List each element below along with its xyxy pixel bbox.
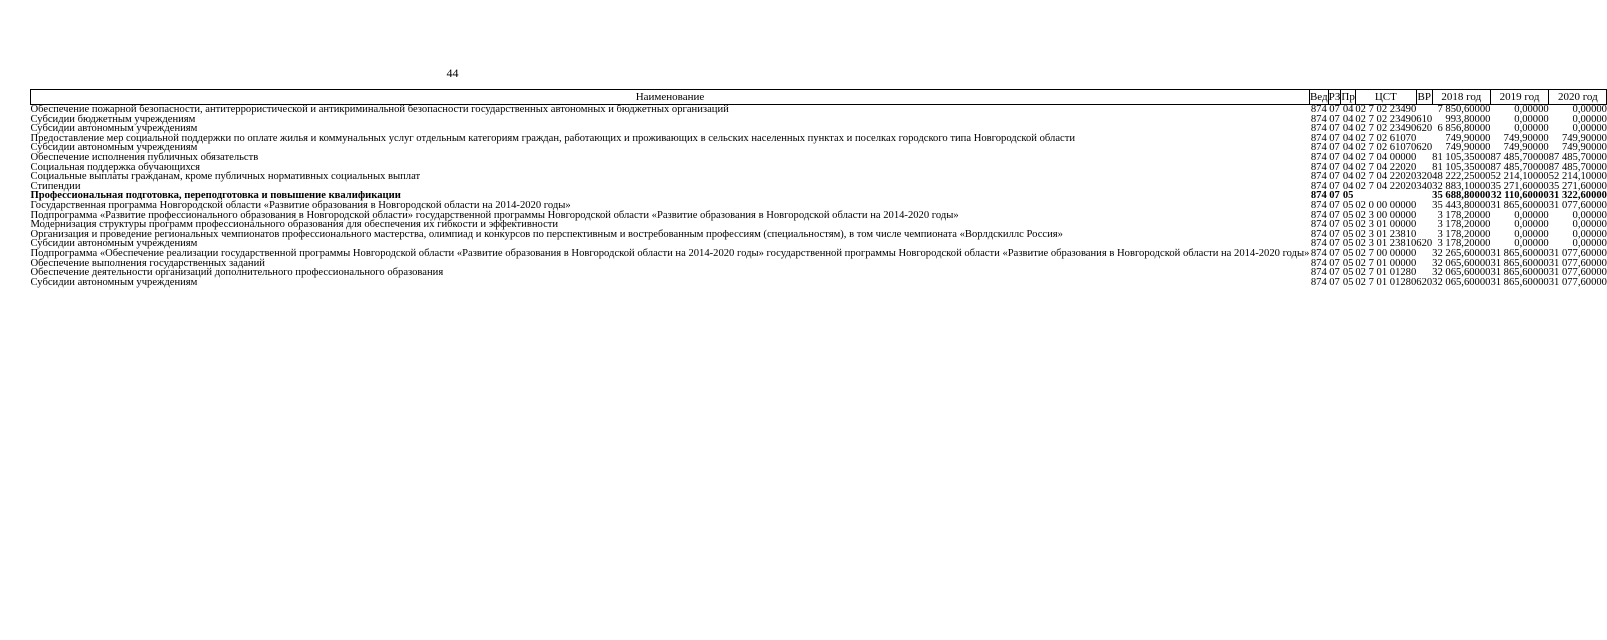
cell-ved: 874 [1310,132,1327,144]
cell-y2020: 0,00000 [1572,113,1607,125]
cell-y2018: 7 850,60000 [1437,104,1491,115]
cell-pr: 04 [1342,180,1354,192]
cell-ved: 874 [1310,104,1327,115]
cell-y2019: 0,00000 [1514,238,1549,250]
cell-y2018: 81 105,35000 [1432,161,1491,173]
cell-y2018: 32 883,10000 [1432,180,1491,192]
cell-y2019: 749,90000 [1503,132,1549,144]
cell-cst: 02 7 04 22020 [1355,161,1417,173]
cell-ved: 874 [1310,142,1327,154]
cell-y2018: 35 443,80000 [1432,199,1491,211]
cell-ved: 874 [1310,228,1327,240]
cell-y2019: 35 271,60000 [1490,180,1549,192]
cell-y2020: 31 077,60000 [1548,276,1607,288]
cell-name: Субсидии автономным учреждениям [30,276,198,288]
cell-vr: 320 [1416,171,1433,183]
cell-name: Организация и проведение региональных чемпионатов профессионального мастерства, олимпиад и конкурсов по перспективным и востребованным профессиям (специальностям), в том числе чемпионата «Ворлдскиллс Россия» [30,228,1063,240]
cell-name: Подпрограмма «Развитие профессионального образования в Новгородской области» государственной программы Новгородской области «Развитие образования в Новгородской области на 2014-2020 годы» [30,209,959,221]
cell-y2018: 32 265,60000 [1432,247,1491,259]
cell-cst: 02 0 00 00000 [1355,199,1417,211]
cell-vr [1416,191,1432,201]
cell-cst: 02 7 02 61070 [1355,132,1417,144]
cell-cst: 02 3 01 23810 [1355,238,1417,250]
cell-name: Обеспечение исполнения публичных обязательств [30,151,259,163]
cell-pr: 05 [1342,209,1354,221]
cell-rz: 07 [1329,199,1340,211]
cell-cst: 02 7 01 01280 [1355,276,1417,288]
cell-y2018: 35 688,80000 [1432,190,1491,202]
cell-ved: 874 [1310,171,1327,183]
cell-name: Обеспечение выполнения государственных заданий [30,257,265,269]
cell-ved: 874 [1310,219,1327,231]
cell-pr: 04 [1342,142,1354,154]
cell-rz: 07 [1329,123,1340,135]
cell-vr [1416,259,1432,269]
header-ved: Вед [1309,91,1328,103]
cell-y2019: 31 865,60000 [1490,267,1549,279]
cell-pr: 05 [1342,228,1354,240]
cell-pr: 04 [1342,123,1354,135]
cell-name: Подпрограмма «Обеспечение реализации государственной программы Новгородской области «Развитие образования в Новгородской области на 2014-2020 годы» государственной программы Новгородской области «Развитие образования в Новгородской области на 2014-2020 годы» [30,247,1310,259]
cell-y2020: 87 485,70000 [1548,151,1607,163]
cell-y2019: 87 485,70000 [1490,161,1549,173]
cell-y2020: 0,00000 [1572,104,1607,115]
cell-y2019: 31 865,60000 [1490,247,1549,259]
cell-pr: 04 [1342,104,1354,115]
cell-y2020: 31 322,60000 [1548,190,1607,202]
cell-y2019: 31 865,60000 [1490,276,1549,288]
cell-y2018: 32 065,60000 [1432,257,1491,269]
cell-y2019: 31 865,60000 [1490,199,1549,211]
cell-pr: 04 [1342,171,1354,183]
cell-ved: 874 [1310,180,1327,192]
header-2020: 2020 год [1549,90,1607,105]
cell-rz: 07 [1329,247,1340,259]
cell-y2018: 749,90000 [1445,142,1491,154]
cell-y2020: 749,90000 [1561,132,1607,144]
cell-ved: 874 [1310,276,1327,288]
cell-y2018: 81 105,35000 [1432,151,1491,163]
cell-name: Обеспечение деятельности организаций дополнительного профессионального образования [30,267,444,279]
cell-y2018: 3 178,20000 [1437,238,1491,250]
cell-ved: 874 [1310,151,1327,163]
header-2019: 2019 год [1490,90,1548,105]
cell-rz: 07 [1329,113,1340,125]
cell-ved: 874 [1310,209,1327,221]
cell-rz: 07 [1329,219,1340,231]
cell-y2019: 0,00000 [1514,209,1549,221]
cell-cst: 02 7 00 00000 [1355,247,1417,259]
cell-name: Субсидии автономным учреждениям [30,142,198,154]
cell-vr: 610 [1416,113,1433,125]
cell-y2018: 3 178,20000 [1437,209,1491,221]
cell-cst: 02 7 02 23490 [1355,104,1417,115]
cell-ved: 874 [1310,238,1327,250]
cell-y2018: 48 222,25000 [1432,171,1491,183]
cell-ved: 874 [1310,190,1327,202]
cell-rz: 07 [1329,276,1340,288]
cell-y2019: 87 485,70000 [1490,151,1549,163]
cell-y2018: 6 856,80000 [1437,123,1491,135]
cell-rz: 07 [1329,238,1340,250]
cell-y2019: 0,00000 [1514,104,1549,115]
cell-y2018: 3 178,20000 [1437,219,1491,231]
cell-vr: 620 [1416,142,1433,154]
cell-pr: 05 [1342,238,1354,250]
cell-cst: 02 7 02 61070 [1355,142,1417,154]
cell-y2019: 749,90000 [1503,142,1549,154]
cell-y2018: 749,90000 [1445,132,1491,144]
cell-y2020: 0,00000 [1572,209,1607,221]
cell-rz: 07 [1329,142,1340,154]
table-row [31,278,1607,288]
cell-pr: 05 [1342,219,1354,231]
cell-pr: 04 [1342,113,1354,125]
cell-y2019: 32 110,60000 [1491,190,1549,202]
cell-vr: 340 [1416,180,1433,192]
cell-rz: 07 [1329,190,1340,202]
cell-y2018: 32 065,60000 [1432,267,1491,279]
cell-y2020: 31 077,60000 [1548,257,1607,269]
cell-pr: 04 [1342,161,1354,173]
cell-pr: 05 [1342,190,1354,202]
cell-cst: 02 7 01 01280 [1355,267,1417,279]
cell-vr: 620 [1416,123,1433,135]
cell-ved: 874 [1310,257,1327,269]
cell-cst: 02 7 02 23490 [1355,123,1417,135]
cell-name: Социальная поддержка обучающихся [30,161,201,173]
cell-y2020: 0,00000 [1572,238,1607,250]
cell-pr: 05 [1342,267,1354,279]
cell-pr: 05 [1342,247,1354,259]
cell-y2019: 0,00000 [1514,123,1549,135]
cell-cst: 02 7 04 22020 [1355,180,1417,192]
cell-rz: 07 [1329,132,1340,144]
cell-y2019: 0,00000 [1514,219,1549,231]
cell-y2020: 31 077,60000 [1548,199,1607,211]
cell-rz: 07 [1329,267,1340,279]
cell-name: Субсидии бюджетным учреждениям [30,113,196,125]
cell-rz: 07 [1329,104,1340,115]
cell-y2018: 32 065,60000 [1432,276,1491,288]
cell-y2020: 0,00000 [1572,228,1607,240]
cell-name: Субсидии автономным учреждениям [30,238,198,250]
cell-y2019: 52 214,10000 [1490,171,1549,183]
cell-rz: 07 [1329,151,1340,163]
cell-y2020: 31 077,60000 [1548,267,1607,279]
cell-vr: 620 [1416,238,1433,250]
header-cst: ЦСТ [1355,90,1416,105]
table-header-row [31,90,1607,105]
page-number: 44 [446,66,459,80]
cell-rz: 07 [1329,180,1340,192]
cell-rz: 07 [1329,209,1340,221]
cell-y2019: 31 865,60000 [1490,257,1549,269]
cell-pr: 05 [1342,199,1354,211]
cell-vr [1416,249,1432,259]
cell-y2020: 0,00000 [1572,219,1607,231]
cell-pr: 05 [1342,257,1354,269]
cell-cst: 02 3 01 23810 [1355,228,1417,240]
cell-vr [1416,211,1432,221]
cell-cst: 02 7 02 23490 [1355,113,1417,125]
cell-name: Субсидии автономным учреждениям [30,123,198,135]
cell-ved: 874 [1310,123,1327,135]
cell-y2020: 749,90000 [1561,142,1607,154]
cell-vr: 620 [1416,276,1433,288]
header-vr: ВР [1417,91,1431,103]
cell-rz: 07 [1329,228,1340,240]
header-2018: 2018 год [1432,90,1490,105]
cell-y2020: 31 077,60000 [1548,247,1607,259]
cell-cst: 02 7 04 22020 [1355,171,1417,183]
cell-y2020: 52 214,10000 [1548,171,1607,183]
cell-name: Обеспечение пожарной безопасности, антитеррористической и антикриминальной безопасности государственных автономных и бюджетных организаций [30,104,729,115]
cell-y2020: 35 271,60000 [1548,180,1607,192]
cell-y2020: 87 485,70000 [1548,161,1607,173]
header-rz: РЗ [1328,91,1341,103]
cell-ved: 874 [1310,247,1327,259]
cell-vr [1416,153,1432,163]
cell-name: Государственная программа Новгородской области «Развитие образования в Новгородской области на 2014-2020 годы» [30,199,571,211]
cell-ved: 874 [1310,199,1327,211]
cell-rz: 07 [1329,161,1340,173]
cell-cst: 02 7 01 00000 [1355,257,1417,269]
cell-y2019: 0,00000 [1514,113,1549,125]
cell-pr: 04 [1342,132,1354,144]
header-pr: Пр [1341,91,1355,103]
cell-ved: 874 [1310,161,1327,173]
cell-cst: 02 7 04 00000 [1355,151,1417,163]
cell-name: Модернизация структуры программ профессионального образования для обеспечения их гибкости и эффективности [30,219,559,231]
cell-vr [1416,201,1432,211]
cell-pr: 05 [1342,276,1354,288]
cell-rz: 07 [1329,171,1340,183]
cell-cst: 02 3 00 00000 [1355,209,1417,221]
cell-name: Социальные выплаты гражданам, кроме публичных нормативных социальных выплат [30,171,421,183]
cell-y2018: 993,80000 [1445,113,1491,125]
cell-cst: 02 3 01 00000 [1355,219,1417,231]
budget-table [30,89,1607,287]
cell-name: Стипендии [30,180,81,192]
cell-y2018: 3 178,20000 [1437,228,1491,240]
cell-pr: 04 [1342,151,1354,163]
cell-ved: 874 [1310,113,1327,125]
cell-name: Предоставление мер социальной поддержки по оплате жилья и коммунальных услуг отдельным категориям граждан, работающих и проживающих в сельских населенных пунктах и поселках городского типа Новгородской области [30,132,1076,144]
cell-ved: 874 [1310,267,1327,279]
header-name: Наименование [31,90,1310,105]
cell-rz: 07 [1329,257,1340,269]
cell-y2020: 0,00000 [1572,123,1607,135]
cell-vr [1416,220,1432,230]
cell-y2019: 0,00000 [1514,228,1549,240]
cell-name: Профессиональная подготовка, переподготовка и повышение квалификации [30,190,401,202]
